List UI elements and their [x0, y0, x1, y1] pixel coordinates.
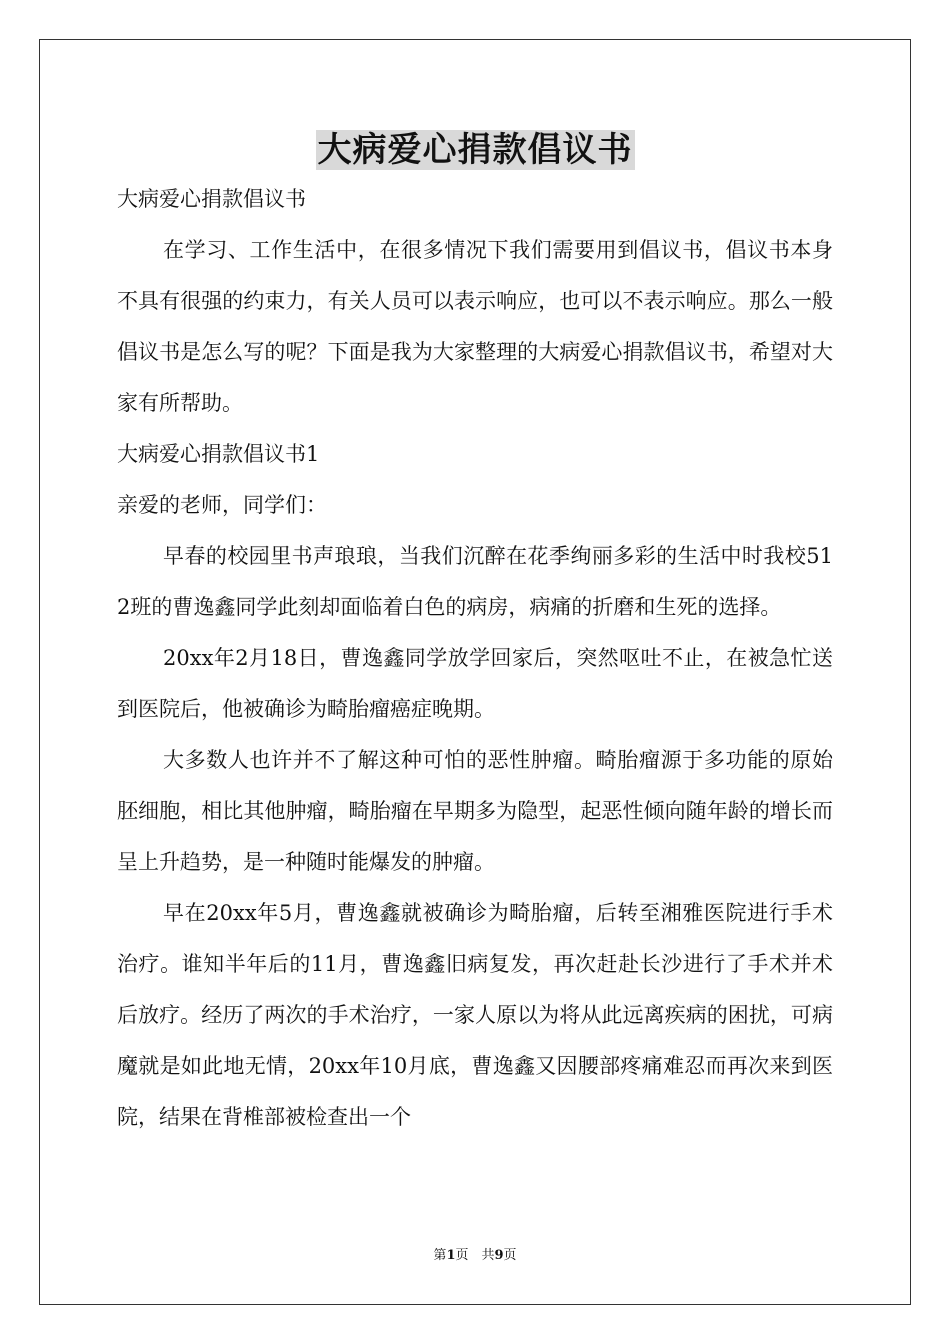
footer-suffix: 页: [503, 1248, 517, 1263]
paragraph: 大病爱心捐款倡议书: [117, 187, 306, 211]
paragraph: 早在20xx年5月，曹逸鑫就被确诊为畸胎瘤，后转至湘雅医院进行手术治疗。谁知半年后的11月，曹逸鑫旧病复发，再次赶赴长沙进行了手术并术后放疗。经历了两次的手术治疗，一家人原以为将从此远离疾病的困扰，可病魔就是如此地无情，20xx年10月底，曹逸鑫又因腰部疼痛难忍而再次来到医院，结果在背椎部被检查出一个: [117, 901, 833, 1129]
paragraph: 大多数人也许并不了解这种可怕的恶性肿瘤。畸胎瘤源于多功能的原始胚细胞，相比其他肿瘤，畸胎瘤在早期多为隐型，起恶性倾向随年龄的增长而呈上升趋势，是一种随时能爆发的肿瘤。: [117, 748, 833, 874]
paragraph: 亲爱的老师，同学们：: [117, 493, 327, 517]
footer-prefix: 第: [433, 1248, 447, 1263]
paragraph: 早春的校园里书声琅琅，当我们沉醉在花季绚丽多彩的生活中时我校512班的曹逸鑫同学此刻却面临着白色的病房，病痛的折磨和生死的选择。: [117, 544, 833, 619]
paragraph: 20xx年2月18日，曹逸鑫同学放学回家后，突然呕吐不止，在被急忙送到医院后，他被确诊为畸胎瘤癌症晚期。: [117, 646, 833, 721]
document-body: [117, 174, 833, 1143]
paragraph: 大病爱心捐款倡议书1: [117, 442, 320, 466]
footer-middle: 页 共: [455, 1248, 495, 1263]
document-title: [0, 124, 950, 176]
footer-page-current: 1: [446, 1248, 456, 1263]
paragraph: 在学习、工作生活中，在很多情况下我们需要用到倡议书，倡议书本身不具有很强的约束力，有关人员可以表示响应，也可以不表示响应。那么一般倡议书是怎么写的呢？下面是我为大家整理的大病爱心捐款倡议书，希望对大家有所帮助。: [117, 238, 833, 415]
page-footer: [0, 1246, 950, 1266]
document-title-text: 大病爱心捐款倡议书: [317, 130, 633, 170]
footer-page-total: 9: [494, 1248, 504, 1263]
